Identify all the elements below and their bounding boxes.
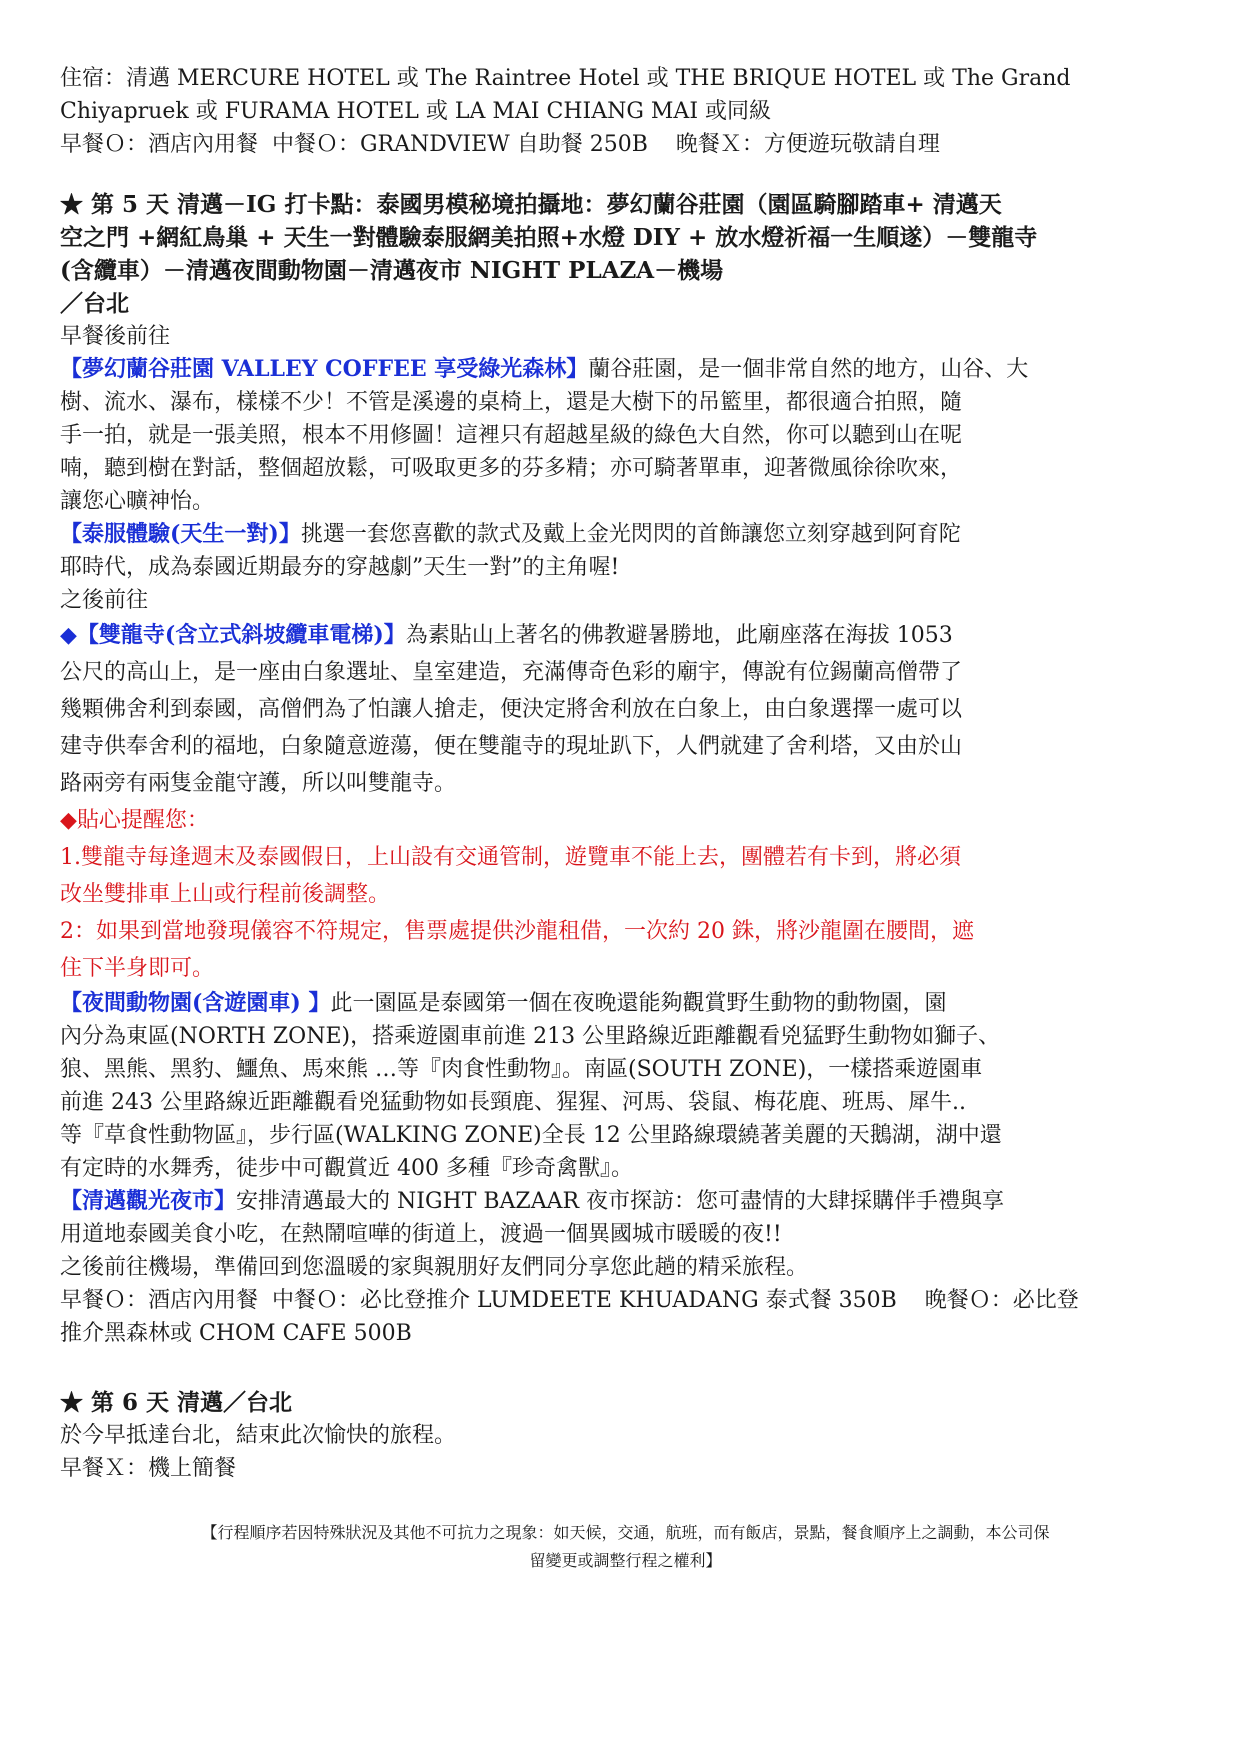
day6-text: 於今早抵達台北，結束此次愉快的旅程。 — [60, 1423, 457, 1448]
temple-text: 建寺供奉舍利的福地，白象隨意遊蕩，便在雙龍寺的現址趴下，人們就建了舍利塔，又由於山 — [60, 734, 963, 759]
zoo-paragraph — [60, 987, 1191, 1185]
day5-title-line: 空之門 +網紅鳥巢 + 天生一對體驗泰服網美拍照+水燈 DIY + 放水燈祈福一生順遂）－雙龍寺 — [60, 224, 1038, 251]
day5-title — [60, 188, 1191, 320]
thai-costume-label: 【泰服體驗(天生一對)】 — [60, 521, 301, 547]
day5-section — [60, 188, 1191, 1350]
zoo-text: 前進 243 公里路線近距離觀看兇猛動物如長頸鹿、猩猩、河馬、袋鼠、梅花鹿、班馬、犀牛.. — [60, 1090, 966, 1115]
valley-label: 【夢幻蘭谷莊園 VALLEY COFFEE 享受綠光森林】 — [60, 356, 589, 382]
temple-label: ◆【雙龍寺(含立式斜坡纜車電梯)】 — [60, 622, 406, 648]
meals-line: 推介黑森林或 CHOM CAFE 500B — [60, 1321, 412, 1346]
night-market-text: 安排清邁最大的 NIGHT BAZAAR 夜市探訪：您可盡情的大肆採購伴手禮與享 — [236, 1189, 1005, 1214]
meals-line: 早餐Ｘ：機上簡餐 — [60, 1456, 237, 1481]
valley-paragraph — [60, 353, 1191, 518]
reminder-item: 2：如果到當地發現儀容不符規定，售票處提供沙龍租借，一次約 20 銖，將沙龍圍在腰間，遮 — [60, 919, 974, 944]
day6-title: ★ 第 6 天 清邁／台北 — [60, 1389, 293, 1416]
zoo-text: 此一園區是泰國第一個在夜晚還能夠觀賞野生動物的動物園，園 — [330, 991, 947, 1016]
valley-text: 蘭谷莊園，是一個非常自然的地方，山谷、大 — [588, 357, 1029, 382]
thai-costume-paragraph — [60, 518, 1191, 584]
valley-text: 樹、流水、瀑布，樣樣不少！不管是溪邊的桌椅上，還是大樹下的吊籃里，都很適合拍照，隨 — [60, 390, 963, 415]
meals-line: 早餐Ｏ：酒店內用餐 中餐Ｏ：GRANDVIEW 自助餐 250B 晚餐Ｘ：方便遊玩敬請自理 — [60, 132, 940, 157]
zoo-text: 等『草食性動物區』，步行區(WALKING ZONE)全長 12 公里路線環繞著美麗的天鵝湖，湖中還 — [60, 1123, 1002, 1148]
accommodation-line: 住宿：清邁 MERCURE HOTEL 或 The Raintree Hotel 或 THE BRIQUE HOTEL 或 The Grand — [60, 66, 1071, 91]
zoo-text: 有定時的水舞秀，徒步中可觀賞近 400 多種『珍奇禽獸』。 — [60, 1156, 633, 1181]
zoo-label: 【夜間動物園(含遊園車) 】 — [60, 990, 331, 1016]
day5-title-line: (含纜車）－清邁夜間動物園－清邁夜市 NIGHT PLAZA－機場 — [60, 257, 724, 284]
zoo-text: 內分為東區(NORTH ZONE)，搭乘遊園車前進 213 公里路線近距離觀看兇猛野生動物如獅子、 — [60, 1024, 1001, 1049]
temple-paragraph — [60, 617, 1191, 802]
meals-line: 早餐Ｏ：酒店內用餐 中餐Ｏ：必比登推介 LUMDEETE KHUADANG 泰式餐 350B 晚餐Ｏ：必比登 — [60, 1288, 1079, 1313]
reminder-block — [60, 802, 1191, 987]
day5-title-line: ／台北 — [60, 290, 129, 317]
then-text: 之後前往 — [60, 588, 149, 613]
temple-text: 公尺的高山上，是一座由白象選址、皇室建造，充滿傳奇色彩的廟宇，傳說有位錫蘭高僧帶了 — [60, 660, 963, 685]
temple-text: 幾顆佛舍利到泰國，高僧們為了怕讓人搶走，便決定將舍利放在白象上，由白象選擇一處可以 — [60, 697, 963, 722]
disclaimer-line: 【行程順序若因特殊狀況及其他不可抗力之現象：如天候，交通，航班，而有飯店，景點，餐食順序上之調動，本公司保 — [201, 1523, 1050, 1542]
day5-intro: 早餐後前往 — [60, 324, 171, 349]
disclaimer-footer — [60, 1519, 1191, 1575]
reminder-item: 改坐雙排車上山或行程前後調整。 — [60, 882, 391, 907]
reminder-item: 1.雙龍寺每逢週末及泰國假日，上山設有交通管制，遊覽車不能上去，團體若有卡到，將必須 — [60, 845, 961, 870]
reminder-title: ◆貼心提醒您： — [60, 808, 209, 833]
thai-costume-text: 耶時代，成為泰國近期最夯的穿越劇”天生一對”的主角喔! — [60, 555, 620, 580]
day5-title-line: ★ 第 5 天 清邁－IG 打卡點：泰國男模秘境拍攝地：夢幻蘭谷莊園（園區騎腳踏車+ 清邁天 — [60, 191, 1002, 218]
accommodation-line: Chiyapruek 或 FURAMA HOTEL 或 LA MAI CHIANG MAI 或同級 — [60, 99, 772, 124]
night-market-paragraph — [60, 1185, 1191, 1251]
airport-text: 之後前往機場，準備回到您溫暖的家與親朋好友們同分享您此趟的精采旅程。 — [60, 1255, 809, 1280]
night-market-label: 【清邁觀光夜市】 — [60, 1188, 237, 1214]
reminder-item: 住下半身即可。 — [60, 956, 215, 981]
temple-text: 路兩旁有兩隻金龍守護，所以叫雙龍寺。 — [60, 771, 457, 796]
valley-text: 手一拍，就是一張美照，根本不用修圖！這裡只有超越星級的綠色大自然，你可以聽到山在呢 — [60, 423, 963, 448]
valley-text: 喃，聽到樹在對話，整個超放鬆，可吸取更多的芬多精；亦可騎著單車，迎著微風徐徐吹來， — [60, 456, 963, 481]
temple-text: 為素貼山上著名的佛教避暑勝地，此廟座落在海拔 1053 — [405, 623, 953, 648]
disclaimer-line: 留變更或調整行程之權利】 — [529, 1551, 722, 1570]
thai-costume-text: 挑選一套您喜歡的款式及戴上金光閃閃的首飾讓您立刻穿越到阿育陀 — [300, 522, 961, 547]
night-market-text: 用道地泰國美食小吃，在熱鬧喧嘩的街道上，渡過一個異國城市暖暖的夜!! — [60, 1222, 782, 1247]
accommodation-section — [60, 62, 1191, 161]
valley-text: 讓您心曠神怡。 — [60, 489, 215, 514]
zoo-text: 狼、黑熊、黑豹、鱷魚、馬來熊 …等『肉食性動物』。南區(SOUTH ZONE)，一樣搭乘遊園車 — [60, 1057, 983, 1082]
day6-section — [60, 1386, 1191, 1485]
